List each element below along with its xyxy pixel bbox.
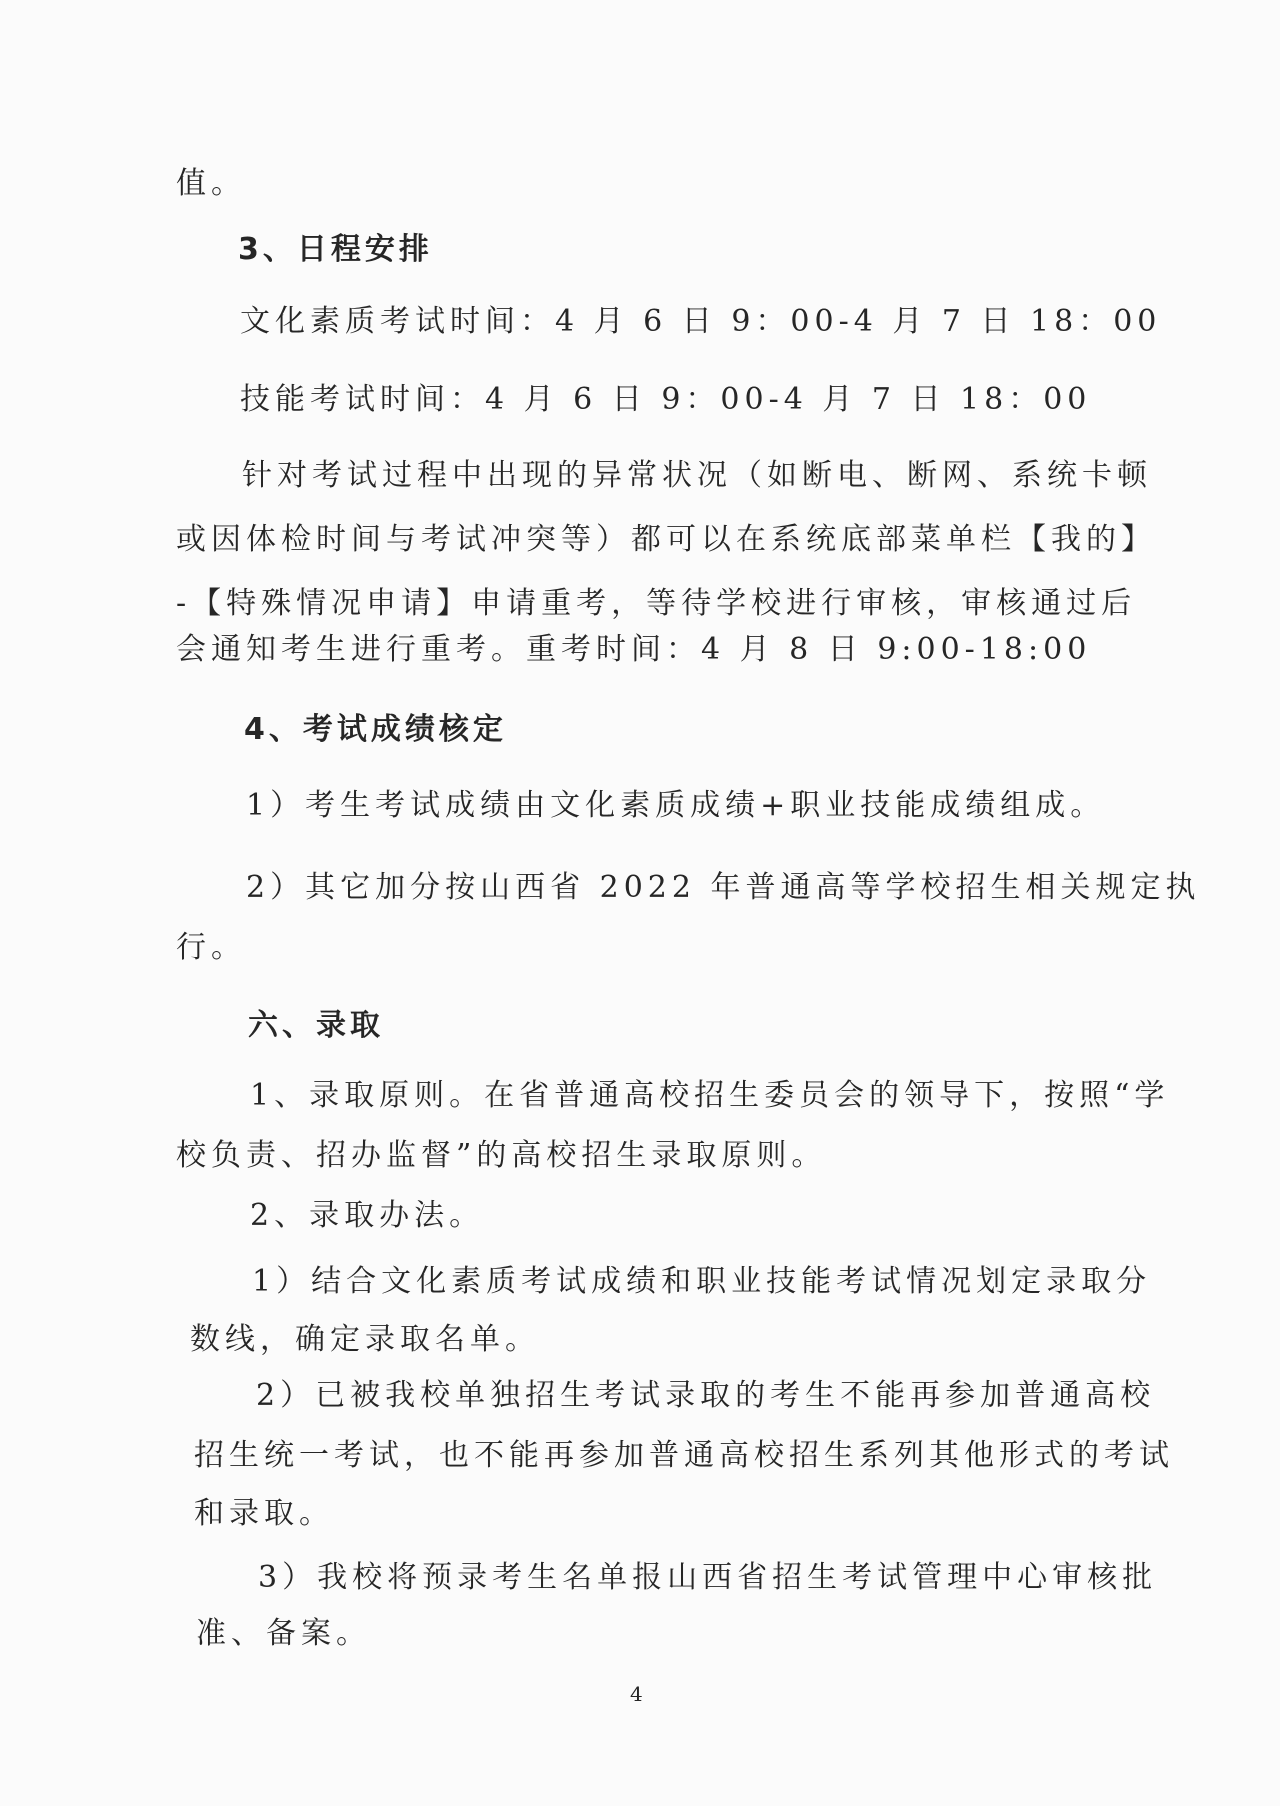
admission-principle-line-1: 1、录取原则。在省普通高校招生委员会的领导下，按照“学	[250, 1078, 1170, 1113]
admission-method-2-line-1: 2）已被我校单独招生考试录取的考生不能再参加普通高校	[256, 1378, 1156, 1413]
admission-method-3-line-1: 3）我校将预录考生名单报山西省招生考试管理中心审核批	[258, 1560, 1158, 1595]
admission-method-heading: 2、录取办法。	[250, 1198, 485, 1233]
retest-paragraph-line-4: 会通知考生进行重考。重考时间：4 月 8 日 9:00-18:00	[176, 632, 1092, 667]
score-item-2-line-2: 行。	[176, 930, 246, 965]
section-heading-admission: 六、录取	[248, 1008, 384, 1043]
admission-method-3-line-2: 准、备案。	[196, 1616, 371, 1651]
skill-exam-time: 技能考试时间：4 月 6 日 9：00-4 月 7 日 18：00	[240, 382, 1092, 417]
score-item-1: 1）考生考试成绩由文化素质成绩+职业技能成绩组成。	[246, 788, 1106, 823]
page-number: 4	[630, 1682, 643, 1706]
section-heading-schedule: 3、日程安排	[238, 232, 433, 267]
culture-exam-time: 文化素质考试时间：4 月 6 日 9：00-4 月 7 日 18：00	[240, 304, 1162, 339]
retest-paragraph-line-1: 针对考试过程中出现的异常状况（如断电、断网、系统卡顿	[242, 458, 1152, 493]
score-item-2-line-1: 2）其它加分按山西省 2022 年普通高等学校招生相关规定执	[246, 870, 1201, 905]
admission-principle-line-2: 校负责、招办监督”的高校招生录取原则。	[176, 1138, 827, 1173]
section-heading-score: 4、考试成绩核定	[244, 712, 507, 747]
admission-method-1-line-2: 数线，确定录取名单。	[190, 1322, 540, 1357]
paragraph-continuation: 值。	[176, 166, 246, 201]
admission-method-2-line-3: 和录取。	[194, 1496, 334, 1531]
admission-method-2-line-2: 招生统一考试，也不能再参加普通高校招生系列其他形式的考试	[194, 1438, 1174, 1473]
retest-paragraph-line-2: 或因体检时间与考试冲突等）都可以在系统底部菜单栏【我的】	[176, 522, 1156, 557]
retest-paragraph-line-3: -【特殊情况申请】申请重考，等待学校进行审核，审核通过后	[176, 586, 1137, 621]
admission-method-1-line-1: 1）结合文化素质考试成绩和职业技能考试情况划定录取分	[252, 1264, 1152, 1299]
